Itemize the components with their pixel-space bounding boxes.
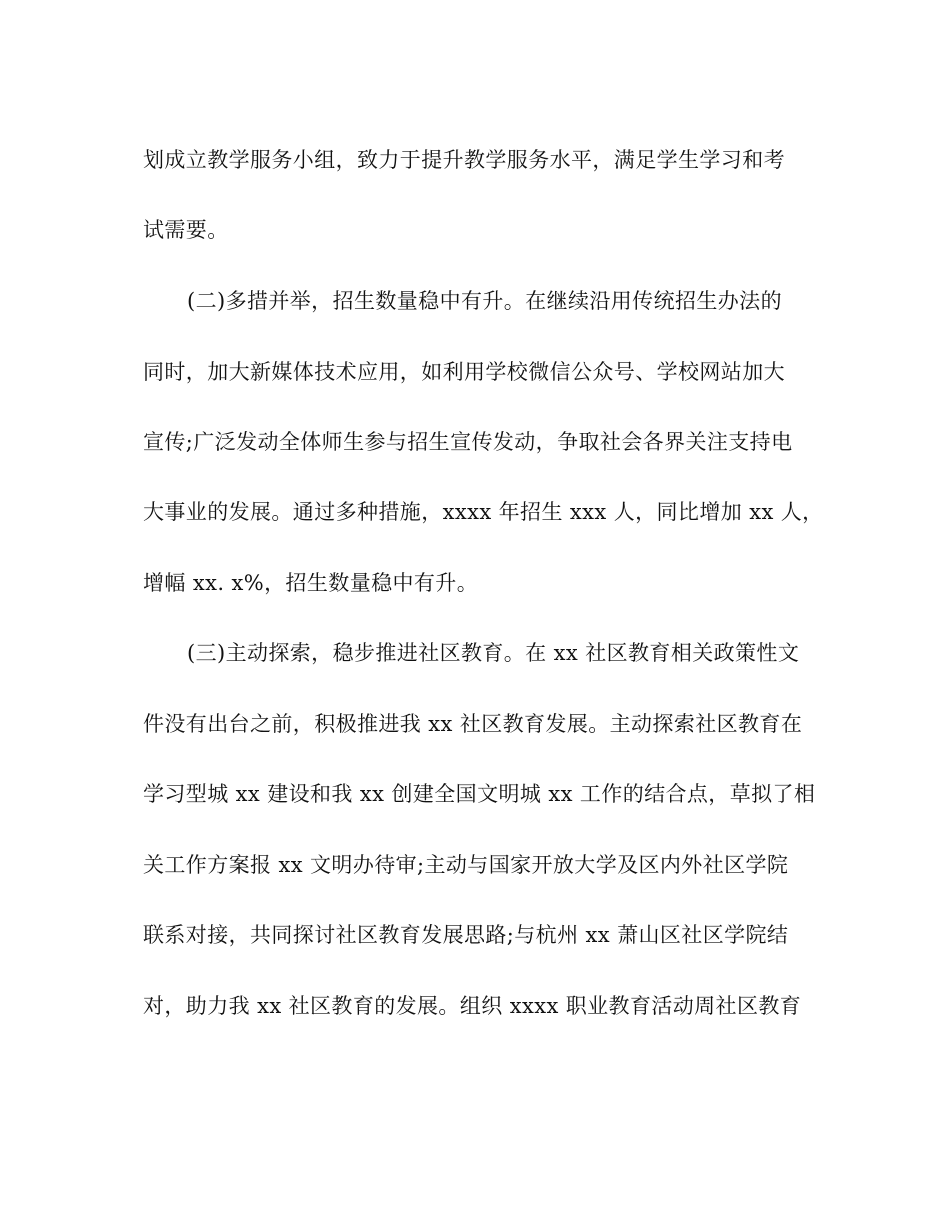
section-2-heading-line: (二)多措并举，招生数量稳中有升。在继续沿用传统招生办法的 — [187, 289, 782, 313]
text-line-9: 件没有出台之前，积极推进我 xx 社区教育发展。主动探索社区教育在 — [143, 712, 803, 736]
text-line-10: 学习型城 xx 建设和我 xx 创建全国文明城 xx 工作的结合点，草拟了相 — [143, 782, 816, 806]
text-line-2: 试需要。 — [143, 218, 229, 242]
text-line-7: 增幅 xx. x%，招生数量稳中有升。 — [143, 571, 479, 595]
text-line-5: 宣传;广泛发动全体师生参与招生宣传发动，争取社会各界关注支持电 — [143, 430, 793, 454]
text-line-11: 关工作方案报 xx 文明办待审;主动与国家开放大学及区内外社区学院 — [143, 853, 789, 877]
text-line-13: 对，助力我 xx 社区教育的发展。组织 xxxx 职业教育活动周社区教育 — [143, 994, 802, 1018]
text-line-1: 划成立教学服务小组，致力于提升教学服务水平，满足学生学习和考 — [143, 148, 785, 172]
section-3-heading-line: (三)主动探索，稳步推进社区教育。在 xx 社区教育相关政策性文 — [187, 641, 800, 665]
text-line-12: 联系对接，共同探讨社区教育发展思路;与杭州 xx 萧山区社区学院结 — [143, 923, 789, 947]
text-line-6: 大事业的发展。通过多种措施，xxxx 年招生 xxx 人，同比增加 xx 人， — [143, 500, 824, 524]
text-line-4: 同时，加大新媒体技术应用，如利用学校微信公众号、学校网站加大 — [143, 360, 785, 384]
